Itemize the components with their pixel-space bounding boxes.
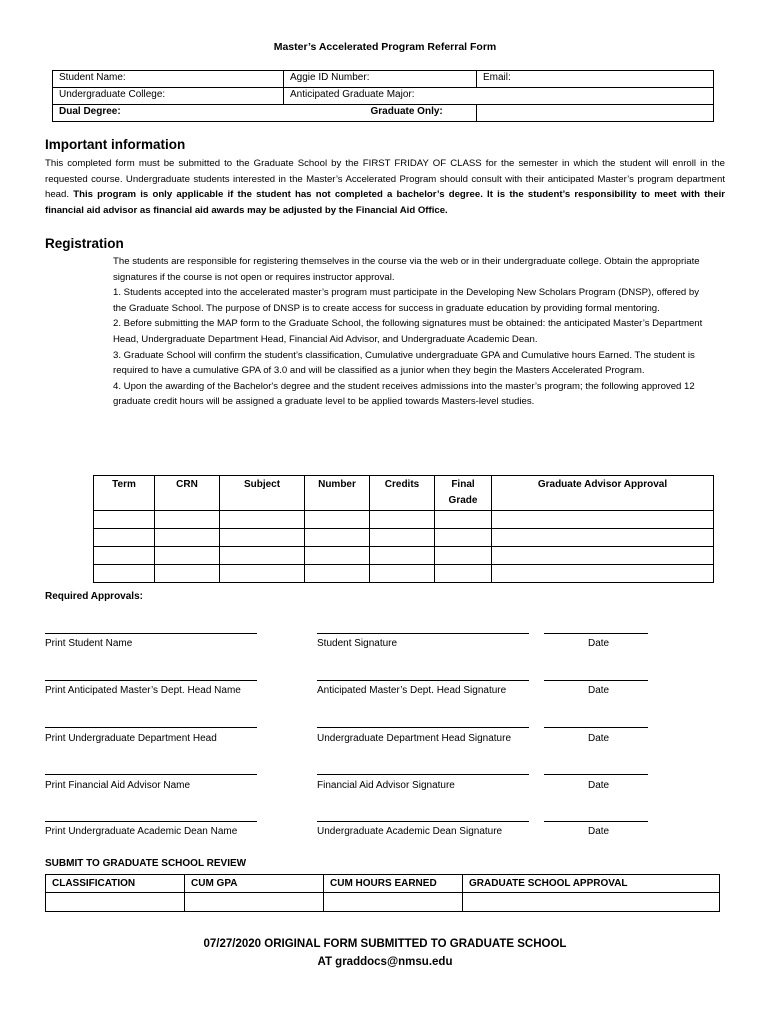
date-line[interactable] (544, 727, 648, 728)
footer (0, 935, 770, 971)
date-line[interactable] (544, 680, 648, 681)
aggie-id-field[interactable]: Aggie ID Number: (284, 71, 477, 88)
col-cum-hours: CUM HOURS EARNED (324, 875, 463, 893)
student-info-table (52, 70, 714, 122)
col-cum-gpa: CUM GPA (185, 875, 324, 893)
col-number: Number (305, 476, 370, 511)
form-title: Master’s Accelerated Program Referral Form (273, 41, 497, 53)
date-label: Date (588, 638, 610, 649)
dean-signature-line[interactable] (317, 821, 529, 822)
table-row (94, 547, 714, 565)
print-dean-label: Print Undergraduate Academic Dean Name (45, 826, 238, 837)
important-body: This completed form must be submitted to the Graduate School by the FIRST FRIDAY OF CLASS for the semester in which the student will enroll in the requested course. Undergraduate students interested in the Master’s Accelerated Program should consult with their anticipated Master’s program department head. (45, 158, 725, 201)
email-field[interactable]: Email: (477, 71, 714, 88)
student-signature-label: Student Signature (317, 638, 398, 649)
review-heading: SUBMIT TO GRADUATE SCHOOL REVIEW (45, 858, 247, 869)
registration-text (113, 254, 713, 410)
date-label: Date (588, 826, 610, 837)
print-aid-advisor-label: Print Financial Aid Advisor Name (45, 780, 191, 791)
table-row (94, 565, 714, 583)
col-classification: CLASSIFICATION (46, 875, 185, 893)
print-undergrad-head-line[interactable] (45, 727, 257, 728)
col-crn: CRN (155, 476, 220, 511)
course-table (93, 475, 714, 583)
student-signature-line[interactable] (317, 633, 529, 634)
footer-line1: 07/27/2020 ORIGINAL FORM SUBMITTED TO GRADUATE SCHOOL (203, 938, 567, 950)
aid-advisor-signature-line[interactable] (317, 774, 529, 775)
registration-item: 3. Graduate School will confirm the student’s classification, Cumulative undergraduate GPA and Cumulative hours Earned. The student is required to have a cumulative GPA of 3.0 and will be classified as a junior when they begin the Masters Accelerated Program. (113, 349, 695, 377)
print-masters-head-line[interactable] (45, 680, 257, 681)
col-term: Term (94, 476, 155, 511)
major-field[interactable]: Anticipated Graduate Major: (284, 88, 714, 105)
table-row (46, 893, 720, 912)
important-heading: Important information (45, 137, 186, 152)
print-student-label: Print Student Name (45, 638, 133, 649)
print-undergrad-head-label: Print Undergraduate Department Head (45, 733, 217, 744)
print-student-line[interactable] (45, 633, 257, 634)
registration-item: 1. Students accepted into the accelerated master’s program must participate in the Developing New Scholars Program (DNSP), offered by the Graduate School. The purpose of DNSP is to create access for success in graduate education by providing formal mentoring. (113, 287, 700, 314)
col-final-grade: Final Grade (435, 476, 492, 511)
col-subject: Subject (220, 476, 305, 511)
undergrad-head-signature-line[interactable] (317, 727, 529, 728)
important-text (45, 156, 725, 218)
masters-head-signature-label: Anticipated Master’s Dept. Head Signature (317, 685, 507, 696)
print-aid-advisor-line[interactable] (45, 774, 257, 775)
date-line[interactable] (544, 633, 648, 634)
registration-heading: Registration (45, 236, 124, 251)
footer-email: AT graddocs@nmsu.edu (317, 956, 453, 968)
dual-degree-label: Dual Degree: (59, 106, 121, 117)
date-label: Date (588, 780, 610, 791)
table-row (94, 511, 714, 529)
registration-item: 4. Upon the awarding of the Bachelor's degree and the student receives admissions into the master’s program; the following approved 12 graduate credit hours will be assigned a graduate level to be applied towards Masters-level studies. (113, 380, 695, 408)
dean-signature-label: Undergraduate Academic Dean Signature (317, 826, 503, 837)
aid-advisor-signature-label: Financial Aid Advisor Signature (317, 780, 455, 791)
graduate-only-label: Graduate Only: (370, 106, 443, 117)
graduate-only-field[interactable] (477, 105, 714, 122)
table-row (94, 529, 714, 547)
undergrad-head-signature-label: Undergraduate Department Head Signature (317, 733, 512, 744)
required-approvals-heading: Required Approvals: (45, 591, 143, 602)
date-line[interactable] (544, 774, 648, 775)
print-dean-line[interactable] (45, 821, 257, 822)
col-advisor-approval: Graduate Advisor Approval (492, 476, 714, 511)
col-credits: Credits (370, 476, 435, 511)
review-table (45, 874, 720, 912)
dual-degree-field[interactable] (53, 105, 477, 122)
important-bold: This program is only applicable if the student has not completed a bachelor’s degree. It is the student’s responsibility to meet with their financial aid advisor as financial aid awards may be adjusted by the Financial Aid Office. (45, 189, 725, 216)
date-label: Date (588, 685, 610, 696)
college-field[interactable]: Undergraduate College: (53, 88, 284, 105)
registration-item: 2. Before submitting the MAP form to the Graduate School, the following signatures must be obtained: the anticipated Master’s Department Head, Undergraduate Department Head, Financial Aid Advisor, and Undergraduate Academic Dean. (113, 318, 703, 345)
date-line[interactable] (544, 821, 648, 822)
registration-intro: The students are responsible for registering themselves in the course via the web or in their undergraduate college. Obtain the appropriate signatures if the course is not open or requires instructor approval. (113, 256, 700, 283)
student-name-field[interactable]: Student Name: (53, 71, 284, 88)
print-masters-head-label: Print Anticipated Master’s Dept. Head Name (45, 685, 241, 696)
date-label: Date (588, 733, 610, 744)
col-grad-approval: GRADUATE SCHOOL APPROVAL (463, 875, 720, 893)
masters-head-signature-line[interactable] (317, 680, 529, 681)
